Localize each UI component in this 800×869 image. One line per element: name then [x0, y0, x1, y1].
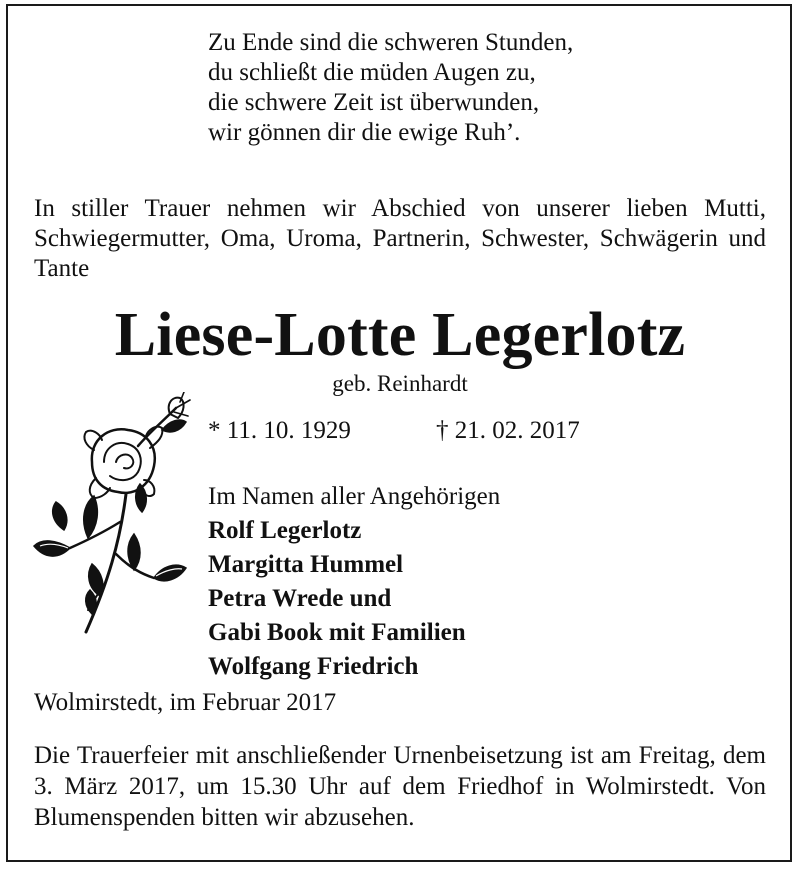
poem-line: du schließt die müden Augen zu,	[208, 59, 536, 86]
birth-date: * 11. 10. 1929	[208, 417, 351, 444]
mourner-name: Margitta Hummel	[208, 551, 404, 578]
death-date: † 21. 02. 2017	[436, 417, 580, 444]
poem	[208, 28, 573, 148]
mourners-heading: Im Namen aller Angehörigen	[208, 483, 501, 510]
intro-text: In stiller Trauer nehmen wir Abschied von unserer lieben Mutti, Schwiegermutter, Oma, Uroma, Partnerin, Schwester, Schwägerin und Tante	[34, 195, 766, 282]
poem-line: Zu Ende sind die schweren Stunden,	[208, 29, 574, 56]
mourner-name: Wolfgang Friedrich	[208, 653, 419, 680]
funeral-notice: Die Trauerfeier mit anschließender Urnenbeisetzung ist am Freitag, dem 3. März 2017, um 15.30 Uhr auf dem Friedhof in Wolmirstedt. Von Blumenspenden bitten wir abzusehen.	[34, 742, 766, 831]
maiden-name: geb. Reinhardt	[332, 371, 468, 396]
mourner-name: Rolf Legerlotz	[208, 517, 362, 544]
deceased-name: Liese-Lotte Legerlotz	[114, 301, 686, 369]
mourner-name: Petra Wrede und	[208, 585, 392, 612]
mourners-block	[208, 480, 500, 684]
poem-line: die schwere Zeit ist überwunden,	[208, 89, 540, 116]
mourner-name: Gabi Book mit Familien	[208, 619, 466, 646]
poem-line: wir gönnen dir die ewige Ruh’.	[208, 119, 521, 146]
rose-icon	[30, 392, 200, 638]
place-date: Wolmirstedt, im Februar 2017	[34, 689, 337, 716]
